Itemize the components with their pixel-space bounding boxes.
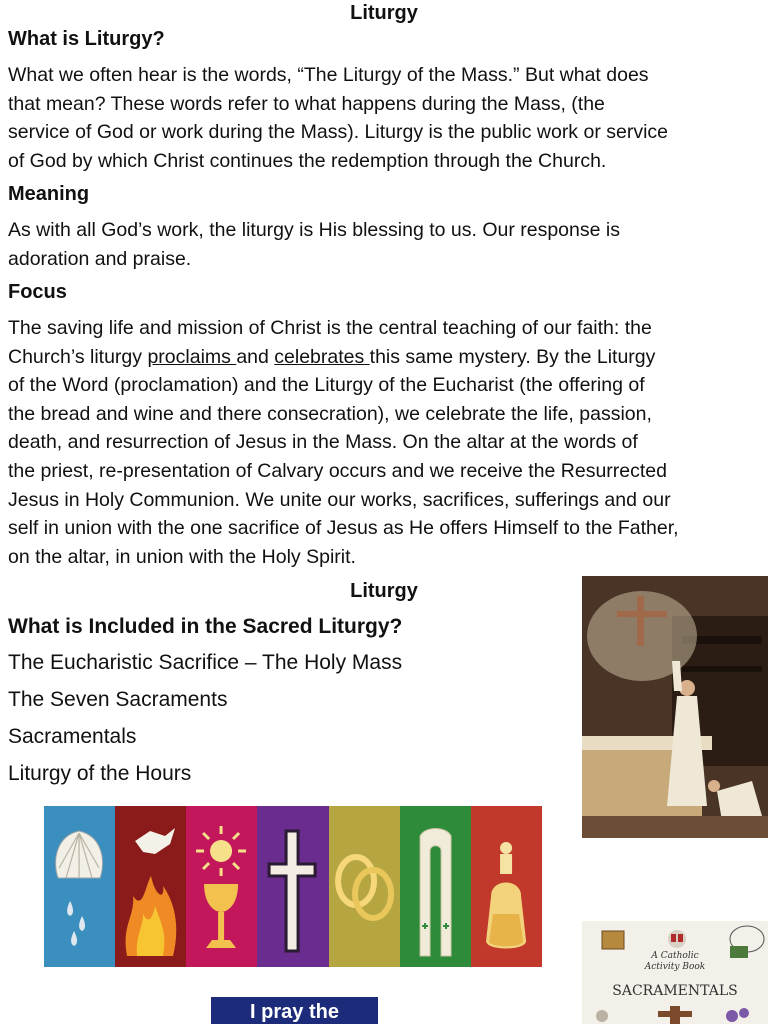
text-run: this same mystery. By the Liturgy [369, 345, 656, 368]
paragraph-what-is-liturgy [8, 61, 764, 175]
text-run: Church’s liturgy [8, 345, 148, 368]
underlined-celebrates: celebrates [274, 345, 370, 368]
text-line: of the Word (proclamation) and the Liturgy of the Eucharist (the offering of [8, 374, 645, 397]
baptism-shell-icon [44, 806, 115, 967]
section-title-liturgy: Liturgy [350, 580, 418, 602]
list-item-holy-mass: The Eucharistic Sacrifice – The Holy Mass [8, 651, 403, 674]
book-subtitle-line1: A Catholic [651, 951, 699, 961]
heading-meaning: Meaning [8, 183, 90, 205]
text-line: adoration and praise. [8, 247, 192, 270]
text-line: The saving life and mission of Christ is the central teaching of our faith: the [8, 317, 652, 339]
list-item-seven-sacraments: The Seven Sacraments [8, 688, 228, 711]
text-line: What we often hear is the words, “The Liturgy of the Mass.” But what does [8, 64, 649, 86]
i-pray-the-banner: I pray the [211, 997, 378, 1024]
text-line: the bread and wine and there consecration), we celebrate the life, passion, [8, 402, 652, 425]
text-line: As with all God’s work, the liturgy is His blessing to us. Our response is [8, 219, 620, 241]
book-subtitle-line2: Activity Book [644, 962, 706, 972]
anointing-oil-icon [471, 806, 542, 967]
confirmation-dove-flame-icon [115, 806, 186, 967]
sacraments-icon-strip [44, 806, 542, 967]
sacramentals-book-image [582, 921, 768, 1024]
matrimony-rings-icon [329, 806, 400, 967]
text-line: the priest, re-presentation of Calvary occurs and we receive the Resurrected [8, 459, 667, 482]
text-line: self in union with the one sacrifice of Jesus as He offers Himself to the Father, [8, 517, 679, 540]
page-title: Liturgy [350, 2, 418, 24]
book-title: SACRAMENTALS [612, 983, 738, 999]
heading-focus: Focus [8, 281, 67, 303]
text-line: on the altar, in union with the Holy Spirit. [8, 545, 356, 568]
list-item-liturgy-of-hours: Liturgy of the Hours [8, 762, 192, 785]
penance-cross-icon [257, 806, 328, 967]
text-line: death, and resurrection of Jesus in the Mass. On the altar at the words of [8, 431, 638, 454]
text-line: Jesus in Holy Communion. We unite our works, sacrifices, sufferings and our [8, 488, 671, 511]
paragraph-meaning [8, 216, 764, 273]
text-line: service of God or work during the Mass). Liturgy is the public work or service [8, 121, 669, 144]
text-line [8, 343, 764, 372]
text-line: that mean? These words refer to what happens during the Mass, (the [8, 92, 605, 115]
underlined-proclaims: proclaims [147, 345, 237, 368]
priest-at-altar-image [582, 576, 768, 838]
heading-included: What is Included in the Sacred Liturgy? [8, 615, 403, 638]
heading-what-is-liturgy: What is Liturgy? [8, 28, 165, 50]
paragraph-focus [8, 314, 764, 571]
list-item-sacramentals: Sacramentals [8, 725, 137, 748]
text-line: of God by which Christ continues the redemption through the Church. [8, 149, 607, 172]
eucharist-chalice-icon [186, 806, 257, 967]
holy-orders-stole-icon [400, 806, 471, 967]
text-run: and [236, 345, 275, 368]
